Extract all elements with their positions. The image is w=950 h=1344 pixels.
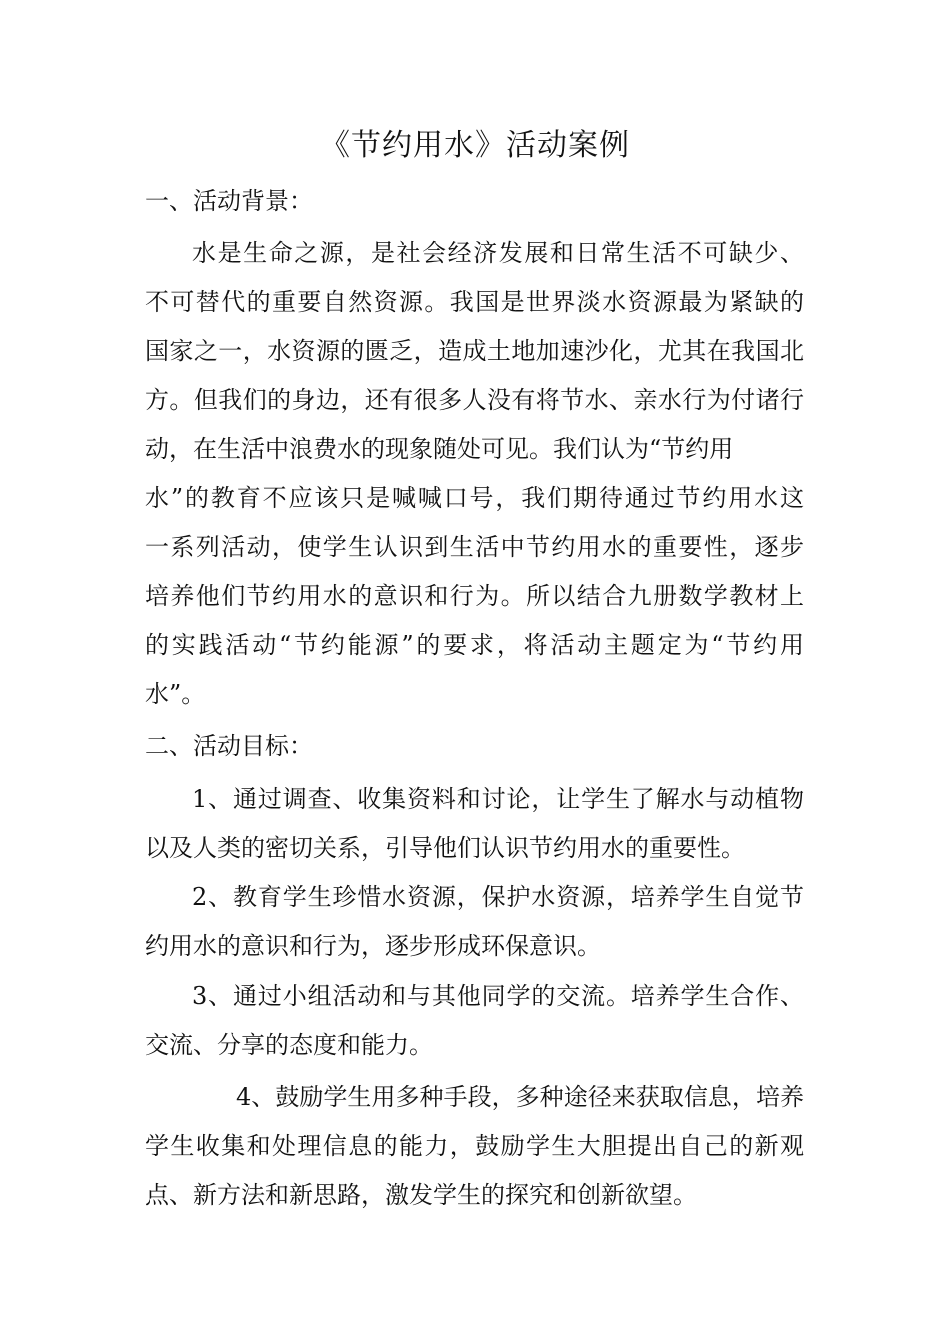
paragraph-line: 方。但我们的身边，还有很多人没有将节水、亲水行为付诸行 <box>145 386 804 414</box>
goal-1-line: 1、通过调查、收集资料和讨论，让学生了解水与动植物 <box>192 785 804 813</box>
paragraph-line: 国家之一，水资源的匮乏，造成土地加速沙化，尤其在我国北 <box>145 337 804 365</box>
document-title: 《节约用水》活动案例 <box>320 128 630 163</box>
paragraph-line: 水”的教育不应该只是喊喊口号，我们期待通过节约用水这 <box>145 484 804 512</box>
goal-4-line: 4、鼓励学生用多种手段，多种途径来获取信息，培养 <box>236 1083 804 1111</box>
goal-4-line: 学生收集和处理信息的能力，鼓励学生大胆提出自己的新观 <box>145 1132 804 1160</box>
paragraph-line: 一系列活动，使学生认识到生活中节约用水的重要性，逐步 <box>145 533 804 561</box>
section-heading-goals: 二、活动目标： <box>145 732 313 760</box>
goal-2-line: 2、教育学生珍惜水资源，保护水资源，培养学生自觉节 <box>192 883 804 911</box>
goal-3-line: 3、通过小组活动和与其他同学的交流。培养学生合作、 <box>192 982 804 1010</box>
paragraph-line: 不可替代的重要自然资源。我国是世界淡水资源最为紧缺的 <box>145 288 804 316</box>
paragraph-line: 培养他们节约用水的意识和行为。所以结合九册数学教材上 <box>145 582 804 610</box>
paragraph-line: 水是生命之源，是社会经济发展和日常生活不可缺少、 <box>192 239 804 267</box>
goal-2-line: 约用水的意识和行为，逐步形成环保意识。 <box>145 932 601 960</box>
paragraph-line: 的实践活动“节约能源”的要求，将活动主题定为“节约用 <box>145 631 804 659</box>
paragraph-line: 水”。 <box>145 680 206 708</box>
paragraph-line: 动，在生活中浪费水的现象随处可见。我们认为“节约用 <box>145 435 734 463</box>
goal-1-line: 以及人类的密切关系，引导他们认识节约用水的重要性。 <box>145 834 745 862</box>
goal-4-line: 点、新方法和新思路，激发学生的探究和创新欲望。 <box>145 1181 697 1209</box>
goal-3-line: 交流、分享的态度和能力。 <box>145 1031 433 1059</box>
section-heading-background: 一、活动背景： <box>145 187 313 215</box>
